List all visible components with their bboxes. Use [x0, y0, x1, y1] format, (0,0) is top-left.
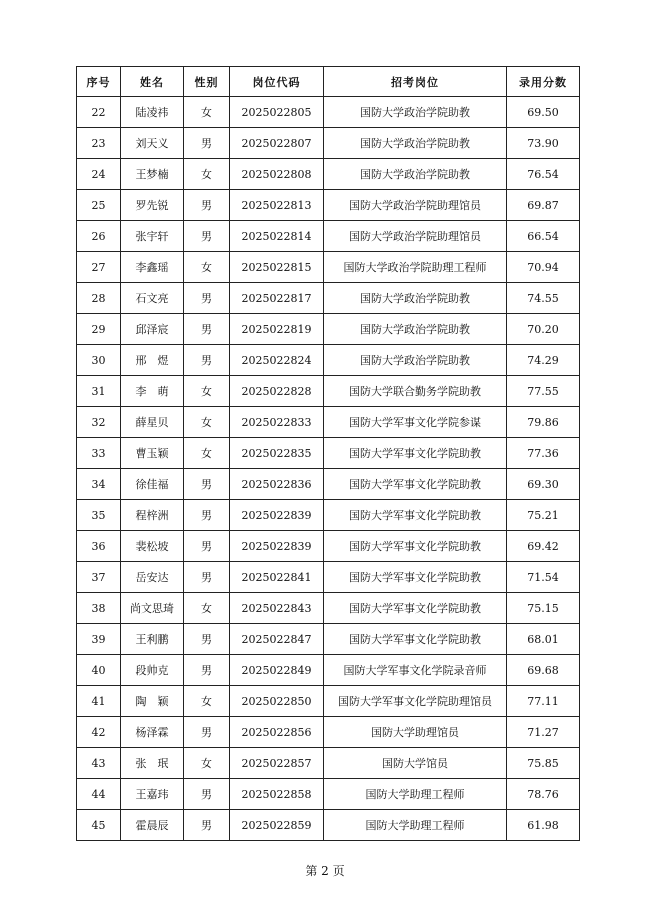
- cell-index: 22: [77, 97, 121, 128]
- cell-index: 44: [77, 779, 121, 810]
- header-post: 招考岗位: [324, 67, 507, 97]
- cell-score: 70.20: [507, 314, 580, 345]
- table-row: [77, 686, 580, 717]
- cell-post-code: 2025022814: [230, 221, 324, 252]
- cell-gender: 女: [184, 252, 230, 283]
- cell-name: 李 萌: [121, 376, 184, 407]
- cell-score: 77.36: [507, 438, 580, 469]
- cell-post-code: 2025022856: [230, 717, 324, 748]
- cell-name: 薛星贝: [121, 407, 184, 438]
- cell-name: 王利鹏: [121, 624, 184, 655]
- cell-post: 国防大学军事文化学院助教: [324, 531, 507, 562]
- cell-gender: 女: [184, 159, 230, 190]
- cell-name: 霍晨辰: [121, 810, 184, 841]
- cell-post-code: 2025022833: [230, 407, 324, 438]
- cell-post: 国防大学政治学院助理工程师: [324, 252, 507, 283]
- cell-post-code: 2025022839: [230, 531, 324, 562]
- cell-post: 国防大学军事文化学院助教: [324, 500, 507, 531]
- cell-score: 74.55: [507, 283, 580, 314]
- cell-index: 28: [77, 283, 121, 314]
- cell-gender: 男: [184, 531, 230, 562]
- cell-post-code: 2025022835: [230, 438, 324, 469]
- cell-name: 尚文思琦: [121, 593, 184, 624]
- header-index: 序号: [77, 67, 121, 97]
- cell-gender: 男: [184, 283, 230, 314]
- cell-gender: 男: [184, 717, 230, 748]
- cell-index: 36: [77, 531, 121, 562]
- header-name: 姓名: [121, 67, 184, 97]
- table-row: [77, 376, 580, 407]
- cell-index: 29: [77, 314, 121, 345]
- cell-index: 27: [77, 252, 121, 283]
- cell-score: 66.54: [507, 221, 580, 252]
- cell-post: 国防大学军事文化学院助理馆员: [324, 686, 507, 717]
- cell-post: 国防大学政治学院助教: [324, 345, 507, 376]
- cell-post-code: 2025022859: [230, 810, 324, 841]
- cell-post-code: 2025022824: [230, 345, 324, 376]
- cell-index: 42: [77, 717, 121, 748]
- cell-post: 国防大学政治学院助教: [324, 159, 507, 190]
- cell-score: 71.54: [507, 562, 580, 593]
- cell-gender: 男: [184, 345, 230, 376]
- table-row: [77, 593, 580, 624]
- cell-name: 王梦楠: [121, 159, 184, 190]
- cell-name: 裴松坡: [121, 531, 184, 562]
- cell-name: 杨泽霖: [121, 717, 184, 748]
- table-row: [77, 748, 580, 779]
- cell-index: 25: [77, 190, 121, 221]
- cell-index: 39: [77, 624, 121, 655]
- table-row: [77, 469, 580, 500]
- cell-score: 69.30: [507, 469, 580, 500]
- cell-post: 国防大学军事文化学院助教: [324, 624, 507, 655]
- cell-index: 43: [77, 748, 121, 779]
- table-row: [77, 407, 580, 438]
- cell-post: 国防大学军事文化学院录音师: [324, 655, 507, 686]
- cell-name: 刘天义: [121, 128, 184, 159]
- table-row: [77, 345, 580, 376]
- admission-table: [76, 66, 580, 841]
- table-row: [77, 655, 580, 686]
- cell-post-code: 2025022808: [230, 159, 324, 190]
- cell-post: 国防大学政治学院助教: [324, 128, 507, 159]
- cell-index: 26: [77, 221, 121, 252]
- cell-post-code: 2025022849: [230, 655, 324, 686]
- cell-post: 国防大学军事文化学院参谋: [324, 407, 507, 438]
- table-row: [77, 128, 580, 159]
- cell-name: 徐佳福: [121, 469, 184, 500]
- cell-post: 国防大学军事文化学院助教: [324, 438, 507, 469]
- cell-name: 邢 煜: [121, 345, 184, 376]
- cell-post: 国防大学助理馆员: [324, 717, 507, 748]
- cell-score: 75.15: [507, 593, 580, 624]
- cell-name: 邱泽宸: [121, 314, 184, 345]
- cell-post-code: 2025022805: [230, 97, 324, 128]
- cell-gender: 男: [184, 562, 230, 593]
- cell-index: 40: [77, 655, 121, 686]
- cell-score: 69.50: [507, 97, 580, 128]
- table-row: [77, 779, 580, 810]
- cell-post-code: 2025022815: [230, 252, 324, 283]
- cell-gender: 男: [184, 469, 230, 500]
- table-row: [77, 97, 580, 128]
- cell-post: 国防大学政治学院助理馆员: [324, 221, 507, 252]
- cell-score: 73.90: [507, 128, 580, 159]
- cell-gender: 女: [184, 686, 230, 717]
- table-row: [77, 252, 580, 283]
- header-gender: 性别: [184, 67, 230, 97]
- cell-index: 38: [77, 593, 121, 624]
- cell-gender: 男: [184, 190, 230, 221]
- page-number: 第 2 页: [305, 864, 345, 878]
- cell-post-code: 2025022858: [230, 779, 324, 810]
- cell-gender: 女: [184, 407, 230, 438]
- cell-score: 79.86: [507, 407, 580, 438]
- cell-gender: 男: [184, 655, 230, 686]
- cell-score: 75.85: [507, 748, 580, 779]
- cell-name: 程梓洲: [121, 500, 184, 531]
- cell-index: 45: [77, 810, 121, 841]
- cell-index: 34: [77, 469, 121, 500]
- header-row: [77, 67, 580, 97]
- cell-index: 23: [77, 128, 121, 159]
- cell-post: 国防大学军事文化学院助教: [324, 562, 507, 593]
- cell-index: 35: [77, 500, 121, 531]
- cell-post-code: 2025022847: [230, 624, 324, 655]
- cell-gender: 女: [184, 376, 230, 407]
- cell-post: 国防大学政治学院助教: [324, 314, 507, 345]
- cell-post-code: 2025022819: [230, 314, 324, 345]
- cell-post: 国防大学军事文化学院助教: [324, 593, 507, 624]
- cell-post-code: 2025022841: [230, 562, 324, 593]
- cell-gender: 男: [184, 810, 230, 841]
- cell-post: 国防大学政治学院助理馆员: [324, 190, 507, 221]
- table-row: [77, 438, 580, 469]
- cell-score: 75.21: [507, 500, 580, 531]
- cell-score: 69.87: [507, 190, 580, 221]
- cell-index: 31: [77, 376, 121, 407]
- cell-gender: 男: [184, 314, 230, 345]
- cell-name: 岳安达: [121, 562, 184, 593]
- table-row: [77, 810, 580, 841]
- cell-post: 国防大学助理工程师: [324, 779, 507, 810]
- cell-gender: 女: [184, 748, 230, 779]
- cell-post-code: 2025022813: [230, 190, 324, 221]
- cell-index: 32: [77, 407, 121, 438]
- cell-name: 段帅克: [121, 655, 184, 686]
- table-row: [77, 283, 580, 314]
- cell-post-code: 2025022836: [230, 469, 324, 500]
- cell-index: 24: [77, 159, 121, 190]
- cell-post-code: 2025022850: [230, 686, 324, 717]
- cell-name: 张宇轩: [121, 221, 184, 252]
- cell-index: 30: [77, 345, 121, 376]
- cell-name: 张 珉: [121, 748, 184, 779]
- cell-post: 国防大学联合勤务学院助教: [324, 376, 507, 407]
- cell-name: 王嘉玮: [121, 779, 184, 810]
- cell-post-code: 2025022817: [230, 283, 324, 314]
- cell-name: 陆凌祎: [121, 97, 184, 128]
- table-row: [77, 500, 580, 531]
- cell-gender: 女: [184, 97, 230, 128]
- cell-score: 69.42: [507, 531, 580, 562]
- cell-name: 陶 颖: [121, 686, 184, 717]
- cell-name: 罗先锐: [121, 190, 184, 221]
- table-row: [77, 190, 580, 221]
- cell-name: 曹玉颖: [121, 438, 184, 469]
- table-row: [77, 624, 580, 655]
- cell-score: 70.94: [507, 252, 580, 283]
- cell-gender: 女: [184, 593, 230, 624]
- table-body: [77, 97, 580, 841]
- cell-score: 78.76: [507, 779, 580, 810]
- table-row: [77, 562, 580, 593]
- cell-post-code: 2025022807: [230, 128, 324, 159]
- cell-gender: 男: [184, 500, 230, 531]
- cell-post: 国防大学助理工程师: [324, 810, 507, 841]
- table-row: [77, 314, 580, 345]
- cell-name: 石文亮: [121, 283, 184, 314]
- cell-post-code: 2025022843: [230, 593, 324, 624]
- cell-score: 74.29: [507, 345, 580, 376]
- table-row: [77, 221, 580, 252]
- cell-name: 李鑫瑶: [121, 252, 184, 283]
- cell-gender: 男: [184, 779, 230, 810]
- cell-gender: 女: [184, 438, 230, 469]
- table-row: [77, 159, 580, 190]
- cell-post-code: 2025022828: [230, 376, 324, 407]
- cell-post: 国防大学馆员: [324, 748, 507, 779]
- cell-score: 61.98: [507, 810, 580, 841]
- cell-index: 33: [77, 438, 121, 469]
- cell-gender: 男: [184, 128, 230, 159]
- cell-score: 77.11: [507, 686, 580, 717]
- table-row: [77, 531, 580, 562]
- cell-post: 国防大学政治学院助教: [324, 283, 507, 314]
- cell-score: 68.01: [507, 624, 580, 655]
- table-row: [77, 717, 580, 748]
- cell-post-code: 2025022857: [230, 748, 324, 779]
- cell-post: 国防大学政治学院助教: [324, 97, 507, 128]
- cell-index: 37: [77, 562, 121, 593]
- cell-score: 77.55: [507, 376, 580, 407]
- header-score: 录用分数: [507, 67, 580, 97]
- cell-score: 76.54: [507, 159, 580, 190]
- cell-gender: 男: [184, 624, 230, 655]
- header-post-code: 岗位代码: [230, 67, 324, 97]
- cell-index: 41: [77, 686, 121, 717]
- cell-gender: 男: [184, 221, 230, 252]
- cell-post: 国防大学军事文化学院助教: [324, 469, 507, 500]
- cell-score: 69.68: [507, 655, 580, 686]
- cell-score: 71.27: [507, 717, 580, 748]
- cell-post-code: 2025022839: [230, 500, 324, 531]
